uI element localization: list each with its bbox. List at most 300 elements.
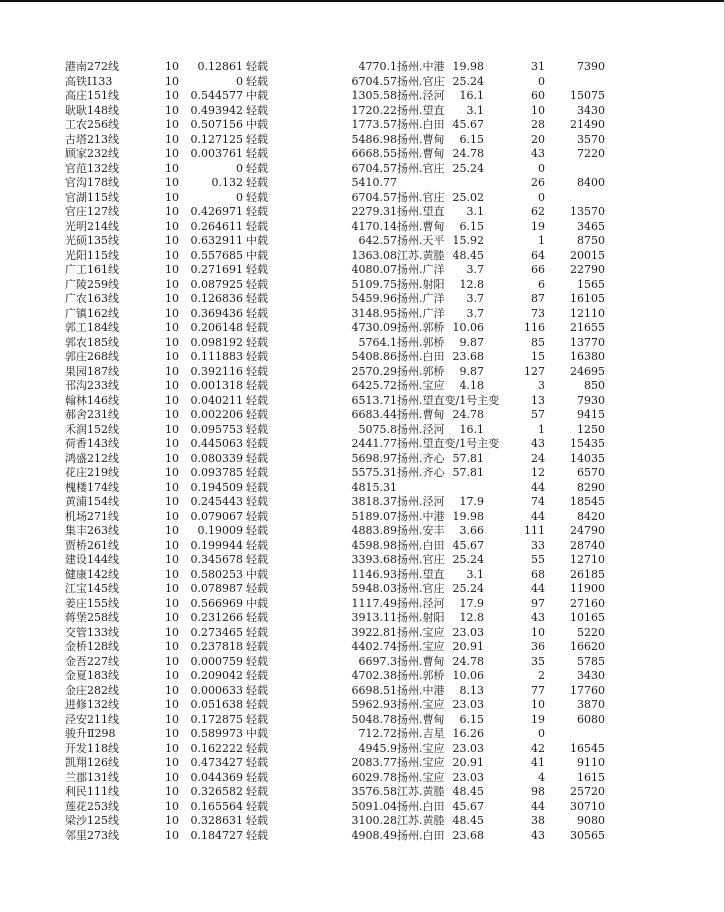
load-type-cell[interactable]: 轻载 <box>246 335 268 349</box>
line-name-cell[interactable]: 花庄219线 <box>65 466 119 479</box>
voltage-cell[interactable]: 10 <box>165 350 179 363</box>
count-cell[interactable]: 0 <box>538 727 545 740</box>
capacity-cell[interactable]: 5962.93 <box>351 698 397 711</box>
total-cell[interactable]: 1615 <box>577 770 605 784</box>
line-name-cell[interactable]: 官沟178线 <box>65 176 119 189</box>
count-cell[interactable]: 43 <box>531 611 545 624</box>
load-type-cell[interactable]: 轻载 <box>246 814 268 827</box>
distance-cell[interactable]: 16.26 <box>452 727 484 740</box>
capacity-cell[interactable]: 1720.22 <box>351 103 397 117</box>
load-rate-cell[interactable]: 0.507156 <box>190 118 243 131</box>
load-rate-cell[interactable]: 0.002206 <box>190 408 243 421</box>
count-cell[interactable]: 62 <box>531 205 545 218</box>
count-cell[interactable]: 33 <box>531 538 545 552</box>
distance-cell[interactable]: 23.68 <box>452 350 484 363</box>
distance-cell[interactable]: 9.87 <box>459 364 484 378</box>
load-type-cell[interactable]: 中载 <box>246 567 268 581</box>
total-cell[interactable]: 16545 <box>570 741 605 755</box>
voltage-cell[interactable]: 10 <box>165 741 179 755</box>
total-cell[interactable]: 13770 <box>570 335 605 349</box>
load-type-cell[interactable]: 轻载 <box>246 103 268 117</box>
distance-cell[interactable]: 17.9 <box>459 596 484 610</box>
load-rate-cell[interactable]: 0.589973 <box>190 727 243 740</box>
load-rate-cell[interactable]: 0.172875 <box>190 712 243 726</box>
count-cell[interactable]: 55 <box>531 553 545 566</box>
voltage-cell[interactable]: 10 <box>165 640 179 653</box>
substation-cell[interactable]: 扬州.郭桥 <box>397 669 445 682</box>
load-rate-cell[interactable]: 0 <box>236 74 243 88</box>
substation-cell[interactable]: 江苏.黄塍 <box>397 248 445 262</box>
capacity-cell[interactable]: 712.72 <box>358 727 397 740</box>
voltage-cell[interactable]: 10 <box>165 103 179 117</box>
substation-cell[interactable]: 扬州.郭桥 <box>397 321 445 334</box>
substation-cell[interactable]: 扬州.望直 <box>397 567 445 581</box>
capacity-cell[interactable]: 4402.74 <box>351 640 397 653</box>
load-type-cell[interactable]: 轻载 <box>246 437 268 450</box>
line-name-cell[interactable]: 顾家232线 <box>65 147 119 160</box>
substation-cell[interactable]: 扬州.射阳 <box>397 277 445 291</box>
capacity-cell[interactable]: 4815.31 <box>351 480 397 494</box>
total-cell[interactable]: 5785 <box>577 654 605 668</box>
total-cell[interactable]: 16380 <box>570 350 605 363</box>
count-cell[interactable]: 57 <box>531 408 545 421</box>
substation-cell[interactable]: 江苏.黄塍 <box>397 785 445 798</box>
capacity-cell[interactable]: 6683.44 <box>351 408 397 421</box>
total-cell[interactable]: 20015 <box>570 248 605 262</box>
count-cell[interactable]: 87 <box>531 292 545 305</box>
voltage-cell[interactable]: 10 <box>165 495 179 508</box>
total-cell[interactable]: 15435 <box>570 437 605 450</box>
load-rate-cell[interactable]: 0.199944 <box>190 538 243 552</box>
load-rate-cell[interactable]: 0.245443 <box>190 495 243 508</box>
substation-cell[interactable]: 扬州.射阳 <box>397 611 445 624</box>
distance-cell[interactable]: 23.68 <box>452 828 484 842</box>
load-type-cell[interactable]: 轻载 <box>246 74 268 88</box>
total-cell[interactable]: 30710 <box>570 799 605 813</box>
line-name-cell[interactable]: 开发118线 <box>65 741 119 755</box>
distance-cell[interactable]: 16.1 <box>459 89 484 102</box>
distance-cell[interactable]: 24.78 <box>452 654 484 668</box>
substation-cell[interactable]: 扬州.宝应 <box>397 741 445 755</box>
voltage-cell[interactable]: 10 <box>165 596 179 610</box>
load-type-cell[interactable]: 轻载 <box>246 393 268 407</box>
distance-cell[interactable]: 45.67 <box>452 118 484 131</box>
capacity-cell[interactable]: 3818.37 <box>351 495 397 508</box>
line-name-cell[interactable]: 金吾227线 <box>65 654 119 668</box>
distance-cell[interactable]: 3.7 <box>466 263 484 276</box>
total-cell[interactable]: 5220 <box>577 625 605 639</box>
count-cell[interactable]: 77 <box>531 683 545 697</box>
substation-cell[interactable]: 扬州.安丰 <box>397 524 445 537</box>
voltage-cell[interactable]: 10 <box>165 654 179 668</box>
load-rate-cell[interactable]: 0.040211 <box>190 393 243 407</box>
capacity-cell[interactable]: 5486.98 <box>351 132 397 146</box>
load-type-cell[interactable]: 轻载 <box>246 538 268 552</box>
count-cell[interactable]: 116 <box>524 321 545 334</box>
voltage-cell[interactable]: 10 <box>165 625 179 639</box>
voltage-cell[interactable]: 10 <box>165 538 179 552</box>
voltage-cell[interactable]: 10 <box>165 727 179 740</box>
count-cell[interactable]: 4 <box>538 770 545 784</box>
load-type-cell[interactable]: 轻载 <box>246 480 268 494</box>
load-type-cell[interactable]: 轻载 <box>246 205 268 218</box>
capacity-cell[interactable]: 4730.09 <box>351 321 397 334</box>
count-cell[interactable]: 68 <box>531 567 545 581</box>
count-cell[interactable]: 19 <box>531 219 545 233</box>
voltage-cell[interactable]: 10 <box>165 466 179 479</box>
total-cell[interactable]: 27160 <box>570 596 605 610</box>
voltage-cell[interactable]: 10 <box>165 292 179 305</box>
count-cell[interactable]: 43 <box>531 437 545 450</box>
distance-cell[interactable]: 23.03 <box>452 625 484 639</box>
voltage-cell[interactable]: 10 <box>165 205 179 218</box>
distance-cell[interactable]: 8.13 <box>459 683 484 697</box>
load-rate-cell[interactable]: 0.445063 <box>190 437 243 450</box>
load-rate-cell[interactable]: 0.544577 <box>190 89 243 102</box>
capacity-cell[interactable]: 3922.81 <box>351 625 397 639</box>
line-name-cell[interactable]: 翰林146线 <box>65 393 119 407</box>
voltage-cell[interactable]: 10 <box>165 132 179 146</box>
total-cell[interactable]: 24790 <box>570 524 605 537</box>
capacity-cell[interactable]: 5075.8 <box>358 422 397 436</box>
distance-cell[interactable]: 9.87 <box>459 335 484 349</box>
load-rate-cell[interactable]: 0.231266 <box>190 611 243 624</box>
line-name-cell[interactable]: 郭庄268线 <box>65 350 119 363</box>
capacity-cell[interactable]: 2441.77 <box>351 437 397 450</box>
substation-cell[interactable]: 扬州.望直变/1号主变 <box>397 393 500 407</box>
count-cell[interactable]: 44 <box>531 480 545 494</box>
capacity-cell[interactable]: 4702.38 <box>351 669 397 682</box>
line-name-cell[interactable]: 官范132线 <box>65 161 119 175</box>
line-name-cell[interactable]: 郭农185线 <box>65 335 119 349</box>
capacity-cell[interactable]: 2570.29 <box>351 364 397 378</box>
voltage-cell[interactable]: 10 <box>165 263 179 276</box>
capacity-cell[interactable]: 6029.78 <box>351 770 397 784</box>
load-type-cell[interactable]: 轻载 <box>246 669 268 682</box>
substation-cell[interactable]: 江苏.黄塍 <box>397 814 445 827</box>
count-cell[interactable]: 36 <box>531 640 545 653</box>
voltage-cell[interactable]: 10 <box>165 161 179 175</box>
capacity-cell[interactable]: 6697.3 <box>358 654 397 668</box>
line-name-cell[interactable]: 进修132线 <box>65 698 119 711</box>
count-cell[interactable]: 85 <box>531 335 545 349</box>
load-type-cell[interactable]: 轻载 <box>246 785 268 798</box>
load-type-cell[interactable]: 轻载 <box>246 190 268 204</box>
voltage-cell[interactable]: 10 <box>165 74 179 88</box>
load-type-cell[interactable]: 轻载 <box>246 625 268 639</box>
count-cell[interactable]: 13 <box>531 393 545 407</box>
count-cell[interactable]: 98 <box>531 785 545 798</box>
substation-cell[interactable]: 扬州.曹甸 <box>397 219 445 233</box>
voltage-cell[interactable]: 10 <box>165 147 179 160</box>
load-rate-cell[interactable]: 0.000633 <box>190 683 243 697</box>
total-cell[interactable]: 18545 <box>570 495 605 508</box>
load-rate-cell[interactable]: 0.345678 <box>190 553 243 566</box>
capacity-cell[interactable]: 3393.68 <box>351 553 397 566</box>
total-cell[interactable]: 21655 <box>570 321 605 334</box>
load-type-cell[interactable]: 轻载 <box>246 756 268 769</box>
voltage-cell[interactable]: 10 <box>165 785 179 798</box>
load-type-cell[interactable]: 轻载 <box>246 582 268 595</box>
count-cell[interactable]: 127 <box>524 364 545 378</box>
line-name-cell[interactable]: 骏升Ⅱ298 <box>65 727 116 740</box>
voltage-cell[interactable]: 10 <box>165 756 179 769</box>
line-name-cell[interactable]: 光明214线 <box>65 219 119 233</box>
load-type-cell[interactable]: 轻载 <box>246 147 268 160</box>
count-cell[interactable]: 10 <box>531 625 545 639</box>
count-cell[interactable]: 44 <box>531 582 545 595</box>
load-rate-cell[interactable]: 0.237818 <box>190 640 243 653</box>
count-cell[interactable]: 26 <box>531 176 545 189</box>
line-name-cell[interactable]: 高铁Ⅰ133 <box>65 74 113 88</box>
voltage-cell[interactable]: 10 <box>165 567 179 581</box>
distance-cell[interactable]: 20.91 <box>452 756 484 769</box>
load-type-cell[interactable]: 轻载 <box>246 654 268 668</box>
load-type-cell[interactable]: 轻载 <box>246 408 268 421</box>
line-name-cell[interactable]: 利民111线 <box>65 785 119 798</box>
substation-cell[interactable]: 扬州.泾河 <box>397 89 445 102</box>
total-cell[interactable]: 14035 <box>570 451 605 465</box>
line-name-cell[interactable]: 光阳115线 <box>65 248 119 262</box>
load-rate-cell[interactable]: 0.132 <box>211 176 243 189</box>
total-cell[interactable]: 30565 <box>570 828 605 842</box>
total-cell[interactable]: 1565 <box>577 277 605 291</box>
load-type-cell[interactable]: 轻载 <box>246 292 268 305</box>
substation-cell[interactable]: 扬州.宝应 <box>397 640 445 653</box>
voltage-cell[interactable]: 10 <box>165 321 179 334</box>
voltage-cell[interactable]: 10 <box>165 234 179 247</box>
distance-cell[interactable]: 3.7 <box>466 306 484 320</box>
load-rate-cell[interactable]: 0.19009 <box>197 524 243 537</box>
voltage-cell[interactable]: 10 <box>165 437 179 450</box>
load-rate-cell[interactable]: 0.001318 <box>190 379 243 392</box>
capacity-cell[interactable]: 6704.57 <box>351 190 397 204</box>
substation-cell[interactable]: 扬州.天平 <box>397 234 445 247</box>
substation-cell[interactable]: 扬州.吉星 <box>397 727 445 740</box>
capacity-cell[interactable]: 3576.58 <box>351 785 397 798</box>
load-type-cell[interactable]: 轻载 <box>246 683 268 697</box>
capacity-cell[interactable]: 5048.78 <box>351 712 397 726</box>
load-type-cell[interactable]: 轻载 <box>246 176 268 189</box>
load-rate-cell[interactable]: 0.273465 <box>190 625 243 639</box>
count-cell[interactable]: 44 <box>531 509 545 523</box>
load-rate-cell[interactable]: 0 <box>236 161 243 175</box>
total-cell[interactable]: 16105 <box>570 292 605 305</box>
distance-cell[interactable]: 16.1 <box>459 422 484 436</box>
distance-cell[interactable]: 25.24 <box>452 74 484 88</box>
count-cell[interactable]: 41 <box>531 756 545 769</box>
line-name-cell[interactable]: 金庄282线 <box>65 683 119 697</box>
substation-cell[interactable]: 扬州.曹甸 <box>397 147 445 160</box>
line-name-cell[interactable]: 交管133线 <box>65 625 119 639</box>
load-rate-cell[interactable]: 0.557685 <box>190 248 243 262</box>
substation-cell[interactable]: 扬州.中港 <box>397 683 445 697</box>
voltage-cell[interactable]: 10 <box>165 277 179 291</box>
capacity-cell[interactable]: 6425.72 <box>351 379 397 392</box>
load-rate-cell[interactable]: 0.093785 <box>190 466 243 479</box>
substation-cell[interactable]: 扬州.广洋 <box>397 263 445 276</box>
count-cell[interactable]: 3 <box>538 379 545 392</box>
total-cell[interactable]: 3430 <box>577 669 605 682</box>
load-type-cell[interactable]: 轻载 <box>246 364 268 378</box>
total-cell[interactable]: 3465 <box>577 219 605 233</box>
capacity-cell[interactable]: 5408.86 <box>351 350 397 363</box>
count-cell[interactable]: 31 <box>531 60 545 73</box>
distance-cell[interactable]: 3.1 <box>466 103 484 117</box>
substation-cell[interactable]: 扬州.泾河 <box>397 596 445 610</box>
line-name-cell[interactable]: 果园187线 <box>65 364 119 378</box>
count-cell[interactable]: 74 <box>531 495 545 508</box>
count-cell[interactable]: 42 <box>531 741 545 755</box>
capacity-cell[interactable]: 5410.77 <box>351 176 397 189</box>
load-rate-cell[interactable]: 0.111883 <box>190 350 243 363</box>
line-name-cell[interactable]: 建设144线 <box>65 553 119 566</box>
distance-cell[interactable]: 4.18 <box>459 379 484 392</box>
load-type-cell[interactable]: 轻载 <box>246 306 268 320</box>
load-rate-cell[interactable]: 0.162222 <box>190 741 243 755</box>
load-type-cell[interactable]: 轻载 <box>246 451 268 465</box>
total-cell[interactable]: 24695 <box>570 364 605 378</box>
load-type-cell[interactable]: 轻载 <box>246 379 268 392</box>
load-rate-cell[interactable]: 0.079067 <box>190 509 243 523</box>
load-rate-cell[interactable]: 0 <box>236 190 243 204</box>
count-cell[interactable]: 43 <box>531 828 545 842</box>
load-type-cell[interactable]: 轻载 <box>246 770 268 784</box>
distance-cell[interactable]: 48.45 <box>452 814 484 827</box>
count-cell[interactable]: 28 <box>531 118 545 131</box>
count-cell[interactable]: 43 <box>531 147 545 160</box>
load-type-cell[interactable]: 轻载 <box>246 219 268 233</box>
total-cell[interactable]: 1250 <box>577 422 605 436</box>
count-cell[interactable]: 1 <box>538 234 545 247</box>
count-cell[interactable]: 6 <box>538 277 545 291</box>
total-cell[interactable]: 3570 <box>577 132 605 146</box>
capacity-cell[interactable]: 4080.07 <box>351 263 397 276</box>
total-cell[interactable]: 22790 <box>570 263 605 276</box>
voltage-cell[interactable]: 10 <box>165 712 179 726</box>
line-name-cell[interactable]: 禾润152线 <box>65 422 119 436</box>
count-cell[interactable]: 0 <box>538 74 545 88</box>
substation-cell[interactable]: 扬州.官庄 <box>397 553 445 566</box>
line-name-cell[interactable]: 贾桥261线 <box>65 538 119 552</box>
voltage-cell[interactable]: 10 <box>165 219 179 233</box>
substation-cell[interactable]: 扬州.望直 <box>397 205 445 218</box>
distance-cell[interactable]: 3.1 <box>466 567 484 581</box>
line-name-cell[interactable]: 鸿盛212线 <box>65 451 119 465</box>
load-type-cell[interactable]: 轻载 <box>246 611 268 624</box>
count-cell[interactable]: 38 <box>531 814 545 827</box>
voltage-cell[interactable]: 10 <box>165 553 179 566</box>
distance-cell[interactable]: 10.06 <box>452 321 484 334</box>
distance-cell[interactable]: 23.03 <box>452 741 484 755</box>
voltage-cell[interactable]: 10 <box>165 379 179 392</box>
load-type-cell[interactable]: 轻载 <box>246 698 268 711</box>
count-cell[interactable]: 35 <box>531 654 545 668</box>
line-name-cell[interactable]: 港南272线 <box>65 60 119 73</box>
count-cell[interactable]: 10 <box>531 698 545 711</box>
voltage-cell[interactable]: 10 <box>165 828 179 842</box>
substation-cell[interactable]: 扬州.官庄 <box>397 190 445 204</box>
capacity-cell[interactable]: 3913.11 <box>351 611 397 624</box>
load-type-cell[interactable]: 轻载 <box>246 524 268 537</box>
line-name-cell[interactable]: 集丰263线 <box>65 524 119 537</box>
count-cell[interactable]: 19 <box>531 712 545 726</box>
load-type-cell[interactable]: 轻载 <box>246 640 268 653</box>
total-cell[interactable]: 25720 <box>570 785 605 798</box>
substation-cell[interactable]: 扬州.曹甸 <box>397 712 445 726</box>
load-rate-cell[interactable]: 0.098192 <box>190 335 243 349</box>
total-cell[interactable]: 6080 <box>577 712 605 726</box>
voltage-cell[interactable]: 10 <box>165 683 179 697</box>
voltage-cell[interactable]: 10 <box>165 451 179 465</box>
load-rate-cell[interactable]: 0.127125 <box>190 132 243 146</box>
distance-cell[interactable]: 20.91 <box>452 640 484 653</box>
total-cell[interactable]: 9110 <box>577 756 605 769</box>
capacity-cell[interactable]: 4770.1 <box>358 60 397 73</box>
distance-cell[interactable]: 19.98 <box>452 509 484 523</box>
capacity-cell[interactable]: 2083.77 <box>351 756 397 769</box>
load-type-cell[interactable]: 轻载 <box>246 741 268 755</box>
total-cell[interactable]: 28740 <box>570 538 605 552</box>
line-name-cell[interactable]: 江宝145线 <box>65 582 119 595</box>
count-cell[interactable]: 64 <box>531 248 545 262</box>
load-rate-cell[interactable]: 0.078987 <box>190 582 243 595</box>
total-cell[interactable]: 9080 <box>577 814 605 827</box>
load-rate-cell[interactable]: 0.426971 <box>190 205 243 218</box>
substation-cell[interactable]: 扬州.广洋 <box>397 292 445 305</box>
load-type-cell[interactable]: 轻载 <box>246 712 268 726</box>
count-cell[interactable]: 0 <box>538 161 545 175</box>
line-name-cell[interactable]: 广工161线 <box>65 263 119 276</box>
voltage-cell[interactable]: 10 <box>165 814 179 827</box>
count-cell[interactable]: 15 <box>531 350 545 363</box>
capacity-cell[interactable]: 4883.89 <box>351 524 397 537</box>
distance-cell[interactable]: 3.7 <box>466 292 484 305</box>
distance-cell[interactable]: 25.24 <box>452 161 484 175</box>
line-name-cell[interactable]: 邻里273线 <box>65 828 119 842</box>
load-rate-cell[interactable]: 0.184727 <box>190 828 243 842</box>
line-name-cell[interactable]: 槐楼174线 <box>65 480 119 494</box>
load-type-cell[interactable]: 轻载 <box>246 495 268 508</box>
line-name-cell[interactable]: 高庄151线 <box>65 89 119 102</box>
distance-cell[interactable]: 12.8 <box>459 277 484 291</box>
capacity-cell[interactable]: 5764.1 <box>358 335 397 349</box>
load-rate-cell[interactable]: 0.326582 <box>190 785 243 798</box>
load-rate-cell[interactable]: 0.392116 <box>190 364 243 378</box>
load-rate-cell[interactable]: 0.000759 <box>190 654 243 668</box>
line-name-cell[interactable]: 广农163线 <box>65 292 119 305</box>
voltage-cell[interactable]: 10 <box>165 611 179 624</box>
voltage-cell[interactable]: 10 <box>165 582 179 595</box>
line-name-cell[interactable]: 郝舍231线 <box>65 408 119 421</box>
substation-cell[interactable]: 扬州.白田 <box>397 350 445 363</box>
capacity-cell[interactable]: 4170.14 <box>351 219 397 233</box>
substation-cell[interactable]: 扬州.曹甸 <box>397 132 445 146</box>
load-type-cell[interactable]: 轻载 <box>246 799 268 813</box>
distance-cell[interactable]: 25.24 <box>452 582 484 595</box>
distance-cell[interactable]: 48.45 <box>452 248 484 262</box>
count-cell[interactable]: 2 <box>538 669 545 682</box>
distance-cell[interactable]: 57.81 <box>452 466 484 479</box>
load-rate-cell[interactable]: 0.003761 <box>190 147 243 160</box>
substation-cell[interactable]: 扬州.宝应 <box>397 379 445 392</box>
substation-cell[interactable]: 扬州.宝应 <box>397 625 445 639</box>
load-type-cell[interactable]: 轻载 <box>246 132 268 146</box>
total-cell[interactable]: 13570 <box>570 205 605 218</box>
line-name-cell[interactable]: 机场271线 <box>65 509 119 523</box>
substation-cell[interactable]: 扬州.望直 <box>397 103 445 117</box>
substation-cell[interactable]: 扬州.曹甸 <box>397 654 445 668</box>
